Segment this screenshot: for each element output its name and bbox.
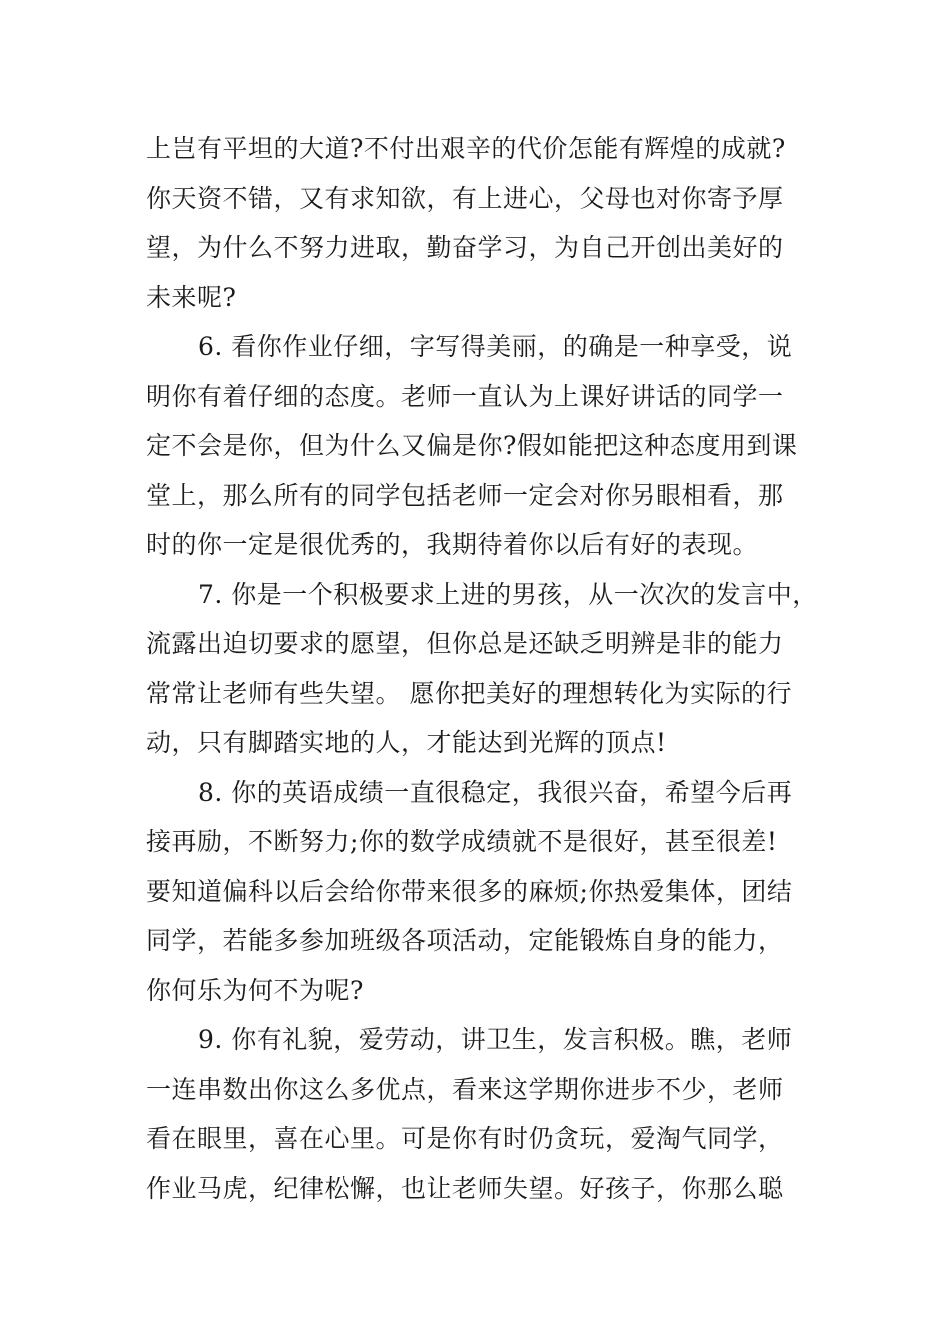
text-line: 你何乐为何不为呢? (146, 975, 364, 1005)
text-line: 堂上，那么所有的同学包括老师一定会对你另眼相看，那 (146, 480, 784, 510)
text-line: 你天资不错，又有求知欲，有上进心，父母也对你寄予厚 (146, 183, 784, 213)
paragraph-6-first-line: 6. 看你作业仔细，字写得美丽，的确是一种享受，说 (198, 332, 793, 361)
text-line: 望，为什么不努力进取，勤奋学习，为自己开创出美好的 (146, 233, 784, 262)
paragraph-8-first-line: 8. 你的英语成绩一直很稳定，我很兴奋，希望今后再 (198, 777, 793, 807)
text-line: 同学，若能多参加班级各项活动，定能锻炼自身的能力， (146, 926, 784, 955)
text-line: 要知道偏科以后会给你带来很多的麻烦;你热爱集体，团结 (146, 876, 793, 906)
text-line: 常常让老师有些失望。 愿你把美好的理想转化为实际的行 (146, 678, 792, 708)
text-line: 动，只有脚踏实地的人，才能达到光辉的顶点! (146, 728, 667, 757)
text-line: 未来呢? (146, 282, 237, 312)
paragraph-9-first-line: 9. 你有礼貌，爱劳动，讲卫生，发言积极。瞧，老师 (198, 1025, 793, 1054)
paragraph-7-first-line: 7. 你是一个积极要求上进的男孩，从一次次的发言中， (198, 579, 818, 609)
document-body (146, 124, 846, 1213)
text-line: 明你有着仔细的态度。老师一直认为上课好讲话的同学一 (146, 381, 784, 411)
text-line: 定不会是你，但为什么又偏是你?假如能把这种态度用到课 (146, 431, 798, 460)
text-line: 看在眼里，喜在心里。可是你有时仍贪玩，爱淘气同学， (146, 1124, 784, 1153)
text-line: 时的你一定是很优秀的，我期待着你以后有好的表现。 (146, 530, 759, 559)
text-line: 流露出迫切要求的愿望，但你总是还缺乏明辨是非的能力 (146, 629, 784, 658)
text-line: 上岂有平坦的大道?不付出艰辛的代价怎能有辉煌的成就? (146, 134, 786, 163)
text-line: 一连串数出你这么多优点，看来这学期你进步不少，老师 (146, 1074, 784, 1104)
text-line: 作业马虎，纪律松懈，也让老师失望。好孩子，你那么聪 (146, 1173, 784, 1203)
text-line: 接再励，不断努力;你的数学成绩就不是很好，甚至很差! (146, 827, 778, 856)
